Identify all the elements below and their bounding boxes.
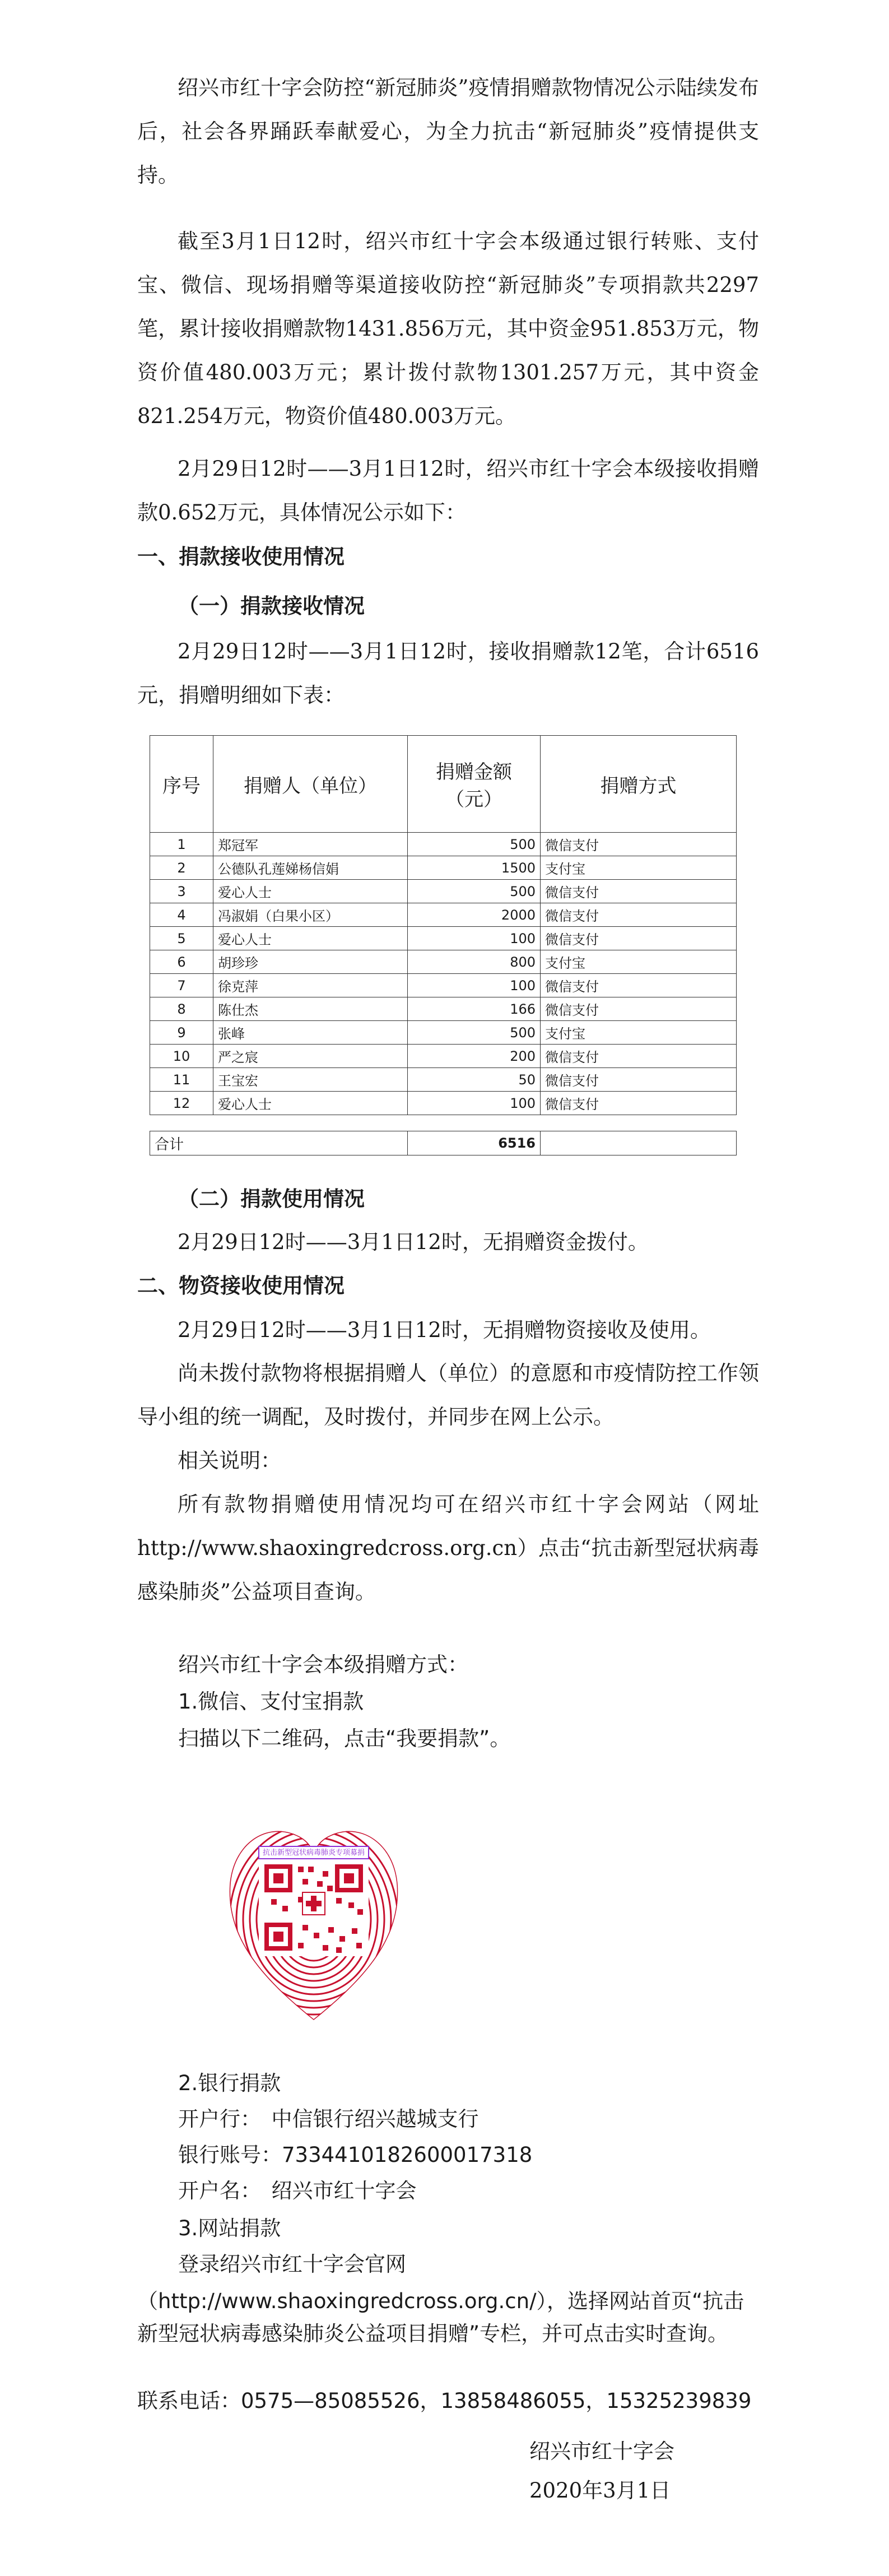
total-label: 合计 bbox=[150, 1131, 408, 1155]
table-row bbox=[150, 997, 737, 1021]
cell-donor: 公德队孔莲娣杨信娟 bbox=[213, 856, 408, 880]
donation-qr-heart[interactable] bbox=[224, 1813, 403, 2026]
table-row bbox=[150, 1068, 737, 1092]
contact-phone: 联系电话：0575—85085526，13858486055，15325239839 bbox=[137, 2389, 752, 2413]
section1-heading: 一、捐款接收使用情况 bbox=[137, 545, 345, 569]
cell-no: 6 bbox=[150, 950, 213, 974]
cell-donor: 爱心人士 bbox=[213, 880, 408, 903]
bank-branch: 开户行： 中信银行绍兴越城支行 bbox=[178, 2107, 479, 2131]
section1-sub2-heading: （二）捐款使用情况 bbox=[178, 1187, 365, 1211]
cell-amount: 1500 bbox=[408, 856, 541, 880]
cell-amount: 200 bbox=[408, 1045, 541, 1068]
cell-amount: 500 bbox=[408, 833, 541, 856]
cell-donor: 严之宸 bbox=[213, 1045, 408, 1068]
cell-no: 12 bbox=[150, 1092, 213, 1115]
bank-account: 银行账号：7334410182600017318 bbox=[178, 2143, 533, 2167]
table-body bbox=[150, 833, 737, 1115]
cell-amount: 100 bbox=[408, 1092, 541, 1115]
section2-heading: 二、物资接收使用情况 bbox=[137, 1274, 345, 1298]
cell-no: 2 bbox=[150, 856, 213, 880]
cell-no: 1 bbox=[150, 833, 213, 856]
method3-title: 3.网站捐款 bbox=[178, 2216, 281, 2240]
method3-text-2: （http://www.shaoxingredcross.org.cn/），选择网站首页“抗击新型冠状病毒感染肺炎公益项目捐赠”专栏，并可点击实时查询。 bbox=[137, 2289, 744, 2346]
intro-paragraph-2: 截至3月1日12时，绍兴市红十字会本级通过银行转账、支付宝、微信、现场捐赠等渠道接收防控“新冠肺炎”专项捐款共2297笔，累计接收捐赠款物1431.856万元，其中资金951.853万元，物资价值480.003万元；累计拨付款物1301.257万元，其中资金821.254万元，物资价值480.003万元。 bbox=[137, 229, 759, 428]
signature-org: 绍兴市红十字会 bbox=[529, 2439, 674, 2463]
cell-method: 微信支付 bbox=[541, 833, 737, 856]
total-amount: 6516 bbox=[408, 1131, 541, 1155]
intro-paragraph-3: 2月29日12时——3月1日12时，绍兴市红十字会本级接收捐赠款0.652万元，具体情况公示如下： bbox=[137, 457, 759, 525]
cell-amount: 50 bbox=[408, 1068, 541, 1092]
cell-method: 微信支付 bbox=[541, 927, 737, 950]
table-row bbox=[150, 880, 737, 903]
cell-amount: 500 bbox=[408, 880, 541, 903]
cell-amount: 100 bbox=[408, 927, 541, 950]
cell-amount: 2000 bbox=[408, 903, 541, 927]
table-row bbox=[150, 1021, 737, 1045]
cell-method: 支付宝 bbox=[541, 950, 737, 974]
cell-method: 微信支付 bbox=[541, 997, 737, 1021]
cell-no: 5 bbox=[150, 927, 213, 950]
cell-method: 支付宝 bbox=[541, 856, 737, 880]
cell-amount: 166 bbox=[408, 997, 541, 1021]
cell-amount: 100 bbox=[408, 974, 541, 997]
donation-table bbox=[150, 735, 737, 1155]
signature-date: 2020年3月1日 bbox=[529, 2478, 671, 2503]
table-row bbox=[150, 856, 737, 880]
cell-method: 微信支付 bbox=[541, 1068, 737, 1092]
header-method: 捐赠方式 bbox=[541, 736, 737, 833]
cell-donor: 爱心人士 bbox=[213, 927, 408, 950]
cell-donor: 胡珍珍 bbox=[213, 950, 408, 974]
cell-method: 微信支付 bbox=[541, 1092, 737, 1115]
table-row bbox=[150, 1092, 737, 1115]
cell-no: 11 bbox=[150, 1068, 213, 1092]
header-donor: 捐赠人（单位） bbox=[213, 736, 408, 833]
table-row bbox=[150, 903, 737, 927]
table-row bbox=[150, 950, 737, 974]
cell-method: 微信支付 bbox=[541, 880, 737, 903]
donation-methods-title: 绍兴市红十字会本级捐赠方式： bbox=[178, 1653, 468, 1677]
section2-paragraph-3: 相关说明： bbox=[178, 1449, 281, 1473]
cell-donor: 爱心人士 bbox=[213, 1092, 408, 1115]
header-amount: 捐赠金额（元） bbox=[408, 736, 541, 833]
table-row bbox=[150, 833, 737, 856]
cell-no: 9 bbox=[150, 1021, 213, 1045]
heart-fingerprint-icon bbox=[224, 1813, 403, 2026]
section2-paragraph-4: 所有款物捐赠使用情况均可在绍兴市红十字会网站（网址http://www.shaoxingredcross.org.cn）点击“抗击新型冠状病毒感染肺炎”公益项目查询。 bbox=[137, 1492, 759, 1604]
cell-donor: 陈仕杰 bbox=[213, 997, 408, 1021]
intro-paragraph-1: 绍兴市红十字会防控“新冠肺炎”疫情捐赠款物情况公示陆续发布后，社会各界踊跃奉献爱心，为全力抗击“新冠肺炎”疫情提供支持。 bbox=[137, 76, 759, 187]
section2-paragraph-1: 2月29日12时——3月1日12时，无捐赠物资接收及使用。 bbox=[178, 1318, 711, 1342]
section1-sub2-text: 2月29日12时——3月1日12时，无捐赠资金拨付。 bbox=[178, 1230, 649, 1254]
cell-amount: 500 bbox=[408, 1021, 541, 1045]
section1-sub1-text: 2月29日12时——3月1日12时，接收捐赠款12笔，合计6516元，捐赠明细如下表： bbox=[137, 639, 759, 707]
cell-method: 微信支付 bbox=[541, 903, 737, 927]
table-row bbox=[150, 1045, 737, 1068]
cell-donor: 徐克萍 bbox=[213, 974, 408, 997]
method2-title: 2.银行捐款 bbox=[178, 2071, 281, 2095]
cell-no: 3 bbox=[150, 880, 213, 903]
cell-donor: 王宝宏 bbox=[213, 1068, 408, 1092]
table-row bbox=[150, 974, 737, 997]
cell-method: 微信支付 bbox=[541, 974, 737, 997]
table-total-row bbox=[150, 1131, 737, 1155]
section2-paragraph-2: 尚未拨付款物将根据捐赠人（单位）的意愿和市疫情防控工作领导小组的统一调配，及时拨付，并同步在网上公示。 bbox=[137, 1361, 759, 1429]
table-header-row bbox=[150, 736, 737, 833]
method1-text: 扫描以下二维码，点击“我要捐款”。 bbox=[178, 1726, 511, 1751]
method3-text-1: 登录绍兴市红十字会官网 bbox=[178, 2252, 406, 2276]
cell-donor: 张峰 bbox=[213, 1021, 408, 1045]
section1-sub1-heading: （一）捐款接收情况 bbox=[178, 594, 365, 618]
method1-title: 1.微信、支付宝捐款 bbox=[178, 1690, 364, 1714]
bank-account-name: 开户名： 绍兴市红十字会 bbox=[178, 2179, 417, 2203]
cell-amount: 800 bbox=[408, 950, 541, 974]
cell-no: 8 bbox=[150, 997, 213, 1021]
header-no: 序号 bbox=[150, 736, 213, 833]
cell-donor: 冯淑娟（白果小区） bbox=[213, 903, 408, 927]
table-row bbox=[150, 927, 737, 950]
cell-no: 7 bbox=[150, 974, 213, 997]
cell-method: 微信支付 bbox=[541, 1045, 737, 1068]
cell-donor: 郑冠军 bbox=[213, 833, 408, 856]
table-spacer-row bbox=[150, 1115, 737, 1131]
qr-banner-text: 抗击新型冠状病毒肺炎专项募捐 bbox=[262, 1849, 365, 1857]
cell-no: 10 bbox=[150, 1045, 213, 1068]
cell-no: 4 bbox=[150, 903, 213, 927]
cell-method: 支付宝 bbox=[541, 1021, 737, 1045]
